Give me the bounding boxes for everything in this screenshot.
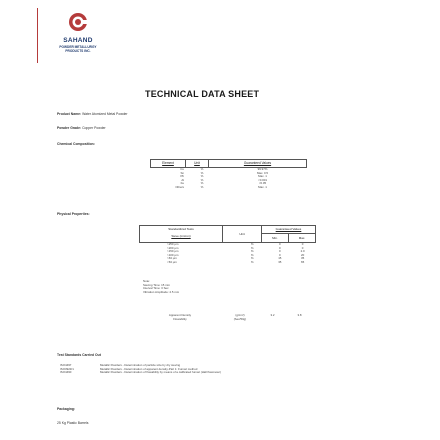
apparent-density-row: Apparent Density (g/cm³) 3.2 3.8: [168, 313, 302, 317]
sieve-row: >200 µm % 0 0: [167, 245, 304, 250]
sieve-row: >100 µm % 0 20: [167, 252, 305, 257]
sieve-row: <63 µm % 35 65: [167, 259, 305, 264]
flowability-row: Flowability (Sec/50g): [173, 316, 247, 321]
chem-header-element: Element: [151, 160, 186, 167]
chemical-table-body: [150, 168, 305, 190]
sieving-notes: Note: Sieving Time: 15 min Interval Time: 3 Sec Vibration Amplitude: 2.5 mm: [143, 279, 180, 294]
chem-row: Sn % Max. 0.5: [180, 170, 269, 175]
chem-header-values: Guaranteed Values: [243, 161, 272, 165]
chem-row: Pb % Max. 1: [180, 174, 267, 179]
chem-row: Fe % <0.05: [180, 181, 267, 186]
sieve-row: >250 µm % 0 0: [167, 242, 304, 246]
phys-header-unit: Unit: [223, 226, 262, 242]
chem-row: Al % <0.001: [181, 177, 267, 182]
test-standards-list: [60, 364, 221, 375]
phys-header-guaranteed: Guaranteed Values Min. Max.: [262, 226, 315, 242]
header-divider: [37, 8, 38, 63]
physical-table-header: [139, 225, 316, 243]
chemical-composition-label: Chemical Composition:: [57, 142, 95, 146]
standard-row: ISO4497 Metallic Powders - Determination of particle size by dry sieving: [60, 363, 181, 367]
packaging-value: 25 Kg Plastic Barrels: [57, 421, 89, 425]
sieve-row: >150 µm % 0 2.0: [167, 249, 305, 254]
test-standards-title: Test Standards Carried Out: [57, 353, 101, 357]
powder-grade-line: Powder Grade: Copper Powder: [57, 126, 106, 130]
chem-header-unit: Unit: [186, 160, 209, 167]
brand-name: SAHAND: [63, 37, 93, 44]
physical-table-body: [139, 243, 314, 265]
brand-subtitle: POWDER METALLURGY PRODUCTS INC.: [59, 45, 97, 53]
product-name-line: Product Name: Water Atomized Metal Powder: [57, 112, 128, 116]
sieve-row: >63 µm % 15 35: [167, 256, 305, 261]
packaging-label: Packaging:: [57, 407, 76, 411]
physical-properties-label: Physical Properties:: [57, 212, 90, 216]
chem-row: Cu % 99.97%: [180, 167, 268, 171]
phys-header-test: Standardized Tests Sieve (micron): [140, 226, 223, 242]
chem-row: Others % Max. 1: [175, 184, 267, 189]
sahand-logo-icon: [68, 12, 88, 32]
chemical-table-header: [150, 159, 307, 168]
density-flow-block: [139, 314, 314, 321]
standard-row: ISO4490 Metallic Powders - Determination of flowability by means of a calibrated funnel (Hall flowmeter): [60, 370, 221, 375]
document-title: TECHNICAL DATA SHEET: [145, 89, 260, 99]
standard-row: ISO3923/1 Metallic Powders - Determination of apparent density-Part 1: Funnel method: [60, 366, 198, 371]
company-logo: [46, 8, 110, 64]
